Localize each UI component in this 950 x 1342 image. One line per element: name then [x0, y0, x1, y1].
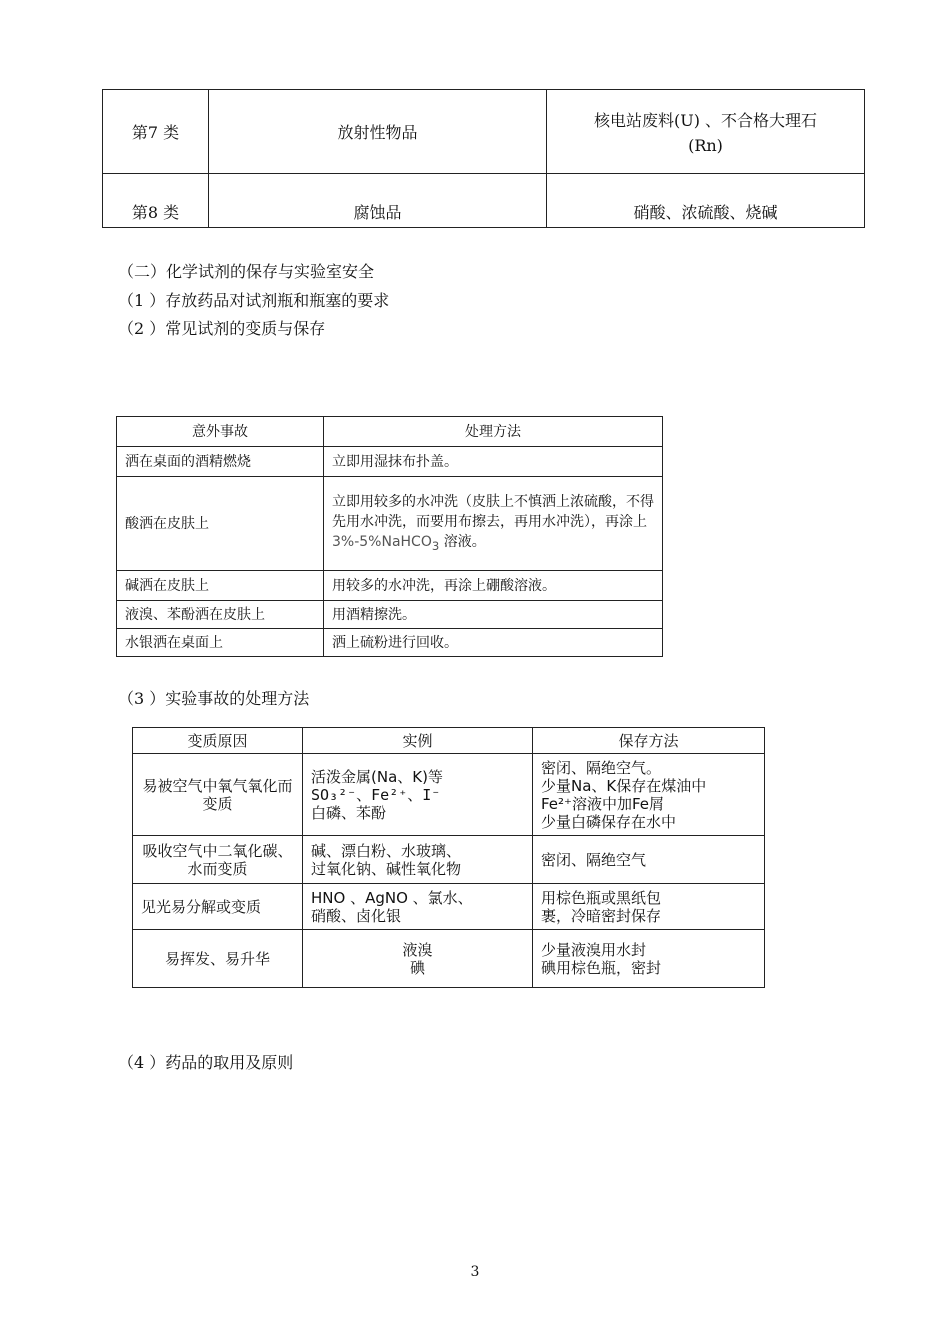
column-header: 处理方法 — [324, 417, 663, 447]
table-row — [117, 571, 663, 601]
method-line: Fe²⁺溶液中加Fe屑 — [541, 794, 665, 813]
method-cell — [533, 836, 765, 884]
hazard-class-table — [102, 89, 865, 228]
column-header: 实例 — [303, 728, 533, 754]
method-line: 密闭、隔绝空气。 — [541, 758, 662, 777]
method-line: 密闭、隔绝空气 — [541, 850, 647, 869]
method-line: 少量液溴用水封 — [541, 940, 647, 959]
accident-cell: 洒在桌面的酒精燃烧 — [117, 447, 324, 477]
example-line: HNO 、AgNO 、氯水、 — [311, 888, 473, 907]
method-line: 碘用棕色瓶，密封 — [541, 958, 662, 977]
example-line: SO₃²⁻、Fe²⁺、I⁻ — [311, 785, 441, 804]
method-text-end: 溶液。 — [439, 533, 486, 550]
hazard-example-line: (Rn) — [688, 135, 723, 155]
method-cell: 立即用湿抹布扑盖。 — [324, 447, 663, 477]
hazard-example-cell: 硝酸、浓硫酸、烧碱 — [547, 174, 865, 228]
section-item-3: （3 ）实验事故的处理方法 — [118, 689, 310, 708]
accident-cell: 碱洒在皮肤上 — [117, 571, 324, 601]
cause-cell: 吸收空气中二氧化碳、水而变质 — [133, 836, 303, 884]
hazard-class-cell: 第8 类 — [103, 174, 209, 228]
table-header-row — [133, 728, 765, 754]
example-line: 白磷、苯酚 — [311, 803, 387, 822]
method-cell — [533, 930, 765, 988]
section-item-1: （1 ）存放药品对试剂瓶和瓶塞的要求 — [118, 291, 390, 310]
method-cell: 用较多的水冲洗，再涂上硼酸溶液。 — [324, 571, 663, 601]
accident-cell: 液溴、苯酚洒在皮肤上 — [117, 601, 324, 629]
method-cell: 洒上硫粉进行回收。 — [324, 629, 663, 657]
section-title: （二）化学试剂的保存与实验室安全 — [118, 262, 375, 281]
example-line: 硝酸、卤化银 — [311, 906, 402, 925]
table-row — [103, 174, 865, 228]
column-header: 保存方法 — [533, 728, 765, 754]
accident-cell: 酸洒在皮肤上 — [117, 477, 324, 571]
example-cell — [303, 930, 533, 988]
method-line: 少量白磷保存在水中 — [541, 812, 677, 831]
example-cell — [303, 884, 533, 930]
table-row — [117, 447, 663, 477]
formula-subscript: 3 — [431, 538, 440, 553]
storage-table — [132, 727, 765, 988]
cause-cell: 易挥发、易升华 — [133, 930, 303, 988]
section-item-4: （4 ）药品的取用及原则 — [118, 1053, 294, 1072]
example-cell — [303, 754, 533, 836]
method-cell — [324, 477, 663, 571]
accident-table — [116, 416, 663, 657]
column-header: 变质原因 — [133, 728, 303, 754]
cause-cell: 易被空气中氧气氧化而变质 — [133, 754, 303, 836]
accident-cell: 水银洒在桌面上 — [117, 629, 324, 657]
method-cell: 用酒精擦洗。 — [324, 601, 663, 629]
example-line: 碘 — [409, 958, 425, 977]
example-line: 碱、漂白粉、水玻璃、 — [311, 841, 462, 860]
table-row — [103, 90, 865, 174]
example-line: 过氧化钠、碱性氧化物 — [311, 859, 462, 878]
hazard-example-line: 核电站废料(U) 、不合格大理石 — [593, 110, 818, 130]
method-text: 立即用较多的水冲洗（皮肤上不慎洒上浓硫酸，不得先用水冲洗，而要用布擦去，再用水冲洗），再涂上 — [332, 493, 654, 530]
table-row — [133, 836, 765, 884]
table-row — [133, 884, 765, 930]
table-row — [117, 629, 663, 657]
method-line: 裹，冷暗密封保存 — [541, 906, 662, 925]
method-formula: 3%-5%NaHCO — [332, 533, 432, 550]
section-item-2: （2 ）常见试剂的变质与保存 — [118, 319, 326, 338]
hazard-class-cell: 第7 类 — [103, 90, 209, 174]
page-number: 3 — [470, 1264, 480, 1280]
example-cell — [303, 836, 533, 884]
method-line: 用棕色瓶或黑纸包 — [541, 888, 662, 907]
hazard-example-cell — [547, 90, 865, 174]
method-cell — [533, 884, 765, 930]
method-line: 少量Na、K保存在煤油中 — [541, 776, 707, 795]
table-header-row — [117, 417, 663, 447]
cause-cell: 见光易分解或变质 — [133, 884, 303, 930]
example-line: 活泼金属(Na、K)等 — [311, 767, 443, 786]
hazard-name-cell: 放射性物品 — [209, 90, 547, 174]
column-header: 意外事故 — [117, 417, 324, 447]
table-row — [133, 930, 765, 988]
table-row — [133, 754, 765, 836]
example-line: 液溴 — [402, 940, 433, 959]
table-row — [117, 601, 663, 629]
table-row — [117, 477, 663, 571]
method-cell — [533, 754, 765, 836]
hazard-name-cell: 腐蚀品 — [209, 174, 547, 228]
